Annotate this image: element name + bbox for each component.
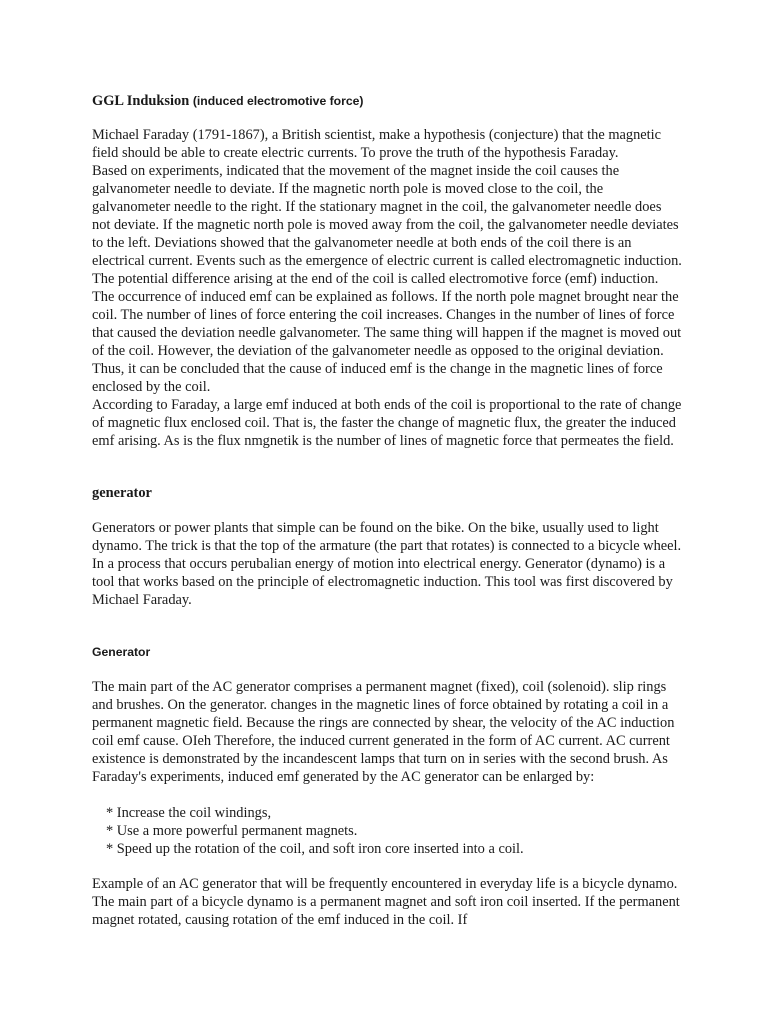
paragraph: According to Faraday, a large emf induced at both ends of the coil is proportional to the rate of change of magnetic flux enclosed coil. That is, the faster the change of magnetic flux, the greater the induced emf arising. As is the flux nmgnetik is the number of lines of magnetic force that permeates the field. [92, 397, 682, 449]
paragraph: The main part of the AC generator comprises a permanent magnet (fixed), coil (solenoid). slip rings and brushes. On the generator. changes in the magnetic lines of force obtained by rotating a coil in a permanent magnetic field. Because the rings are connected by shear, the velocity of the AC induction coil emf cause. OIeh Therefore, the induced current generated in the form of AC current. AC current existence is demonstrated by the incandescent lamps that turn on in series with the second brush. As Faraday's experiments, induced emf generated by the AC generator can be enlarged by: [92, 679, 675, 785]
paragraph: Michael Faraday (1791-1867), a British scientist, make a hypothesis (conjecture) that the magnetic field should be able to create electric currents. To prove the truth of the hypothesis Faraday. [92, 127, 662, 161]
paragraph: Example of an AC generator that will be frequently encountered in everyday life is a bicycle dynamo. The main part of a bicycle dynamo is a permanent magnet and soft iron coil inserted. If the permanent magnet rotated, causing rotation of the emf induced in the coil. If [92, 876, 680, 928]
document-page [92, 92, 682, 929]
heading-title: GGL Induksion [92, 93, 190, 109]
paragraph: The occurrence of induced emf can be explained as follows. If the north pole magnet brought near the coil. The number of lines of force entering the coil increases. Changes in the number of lines of force that caused the deviation needle galvanometer. The same thing will happen if the magnet is moved out of the coil. However, the deviation of the galvanometer needle as opposed to the original deviation. Thus, it can be concluded that the cause of induced emf is the change in the magnetic lines of force enclosed by the coil. [92, 289, 682, 395]
list-item: * Increase the coil windings, [106, 805, 272, 821]
paragraph: Based on experiments, indicated that the movement of the magnet inside the coil causes the galvanometer needle to deviate. If the magnetic north pole is moved close to the coil, the galvanometer needle to the right. If the stationary magnet in the coil, the galvanometer needle does not deviate. If the magnetic north pole is moved away from the coil, the galvanometer needle deviates to the left. Deviations showed that the galvanometer needle at both ends of the coil there is an electrical current. Events such as the emergence of electric current is called electromagnetic induction. The potential difference arising at the end of the coil is called electromotive force (emf) induction. [92, 163, 682, 287]
section-heading-generator-ac: Generator [92, 645, 151, 659]
paragraph: Generators or power plants that simple can be found on the bike. On the bike, usually used to light dynamo. The trick is that the top of the armature (the part that rotates) is connected to a bicycle wheel. In a process that occurs perubalian energy of motion into electrical energy. Generator (dynamo) is a tool that works based on the principle of electromagnetic induction. This tool was first discovered by Michael Faraday. [92, 520, 682, 608]
section-heading-ggl-induksion [92, 92, 682, 110]
list-item: * Use a more powerful permanent magnets. [106, 823, 358, 839]
bullet-list [92, 804, 682, 858]
heading-subtitle: (induced electromotive force) [192, 94, 364, 108]
list-item: * Speed up the rotation of the coil, and soft iron core inserted into a coil. [106, 841, 524, 857]
section-heading-generator: generator [92, 485, 152, 501]
